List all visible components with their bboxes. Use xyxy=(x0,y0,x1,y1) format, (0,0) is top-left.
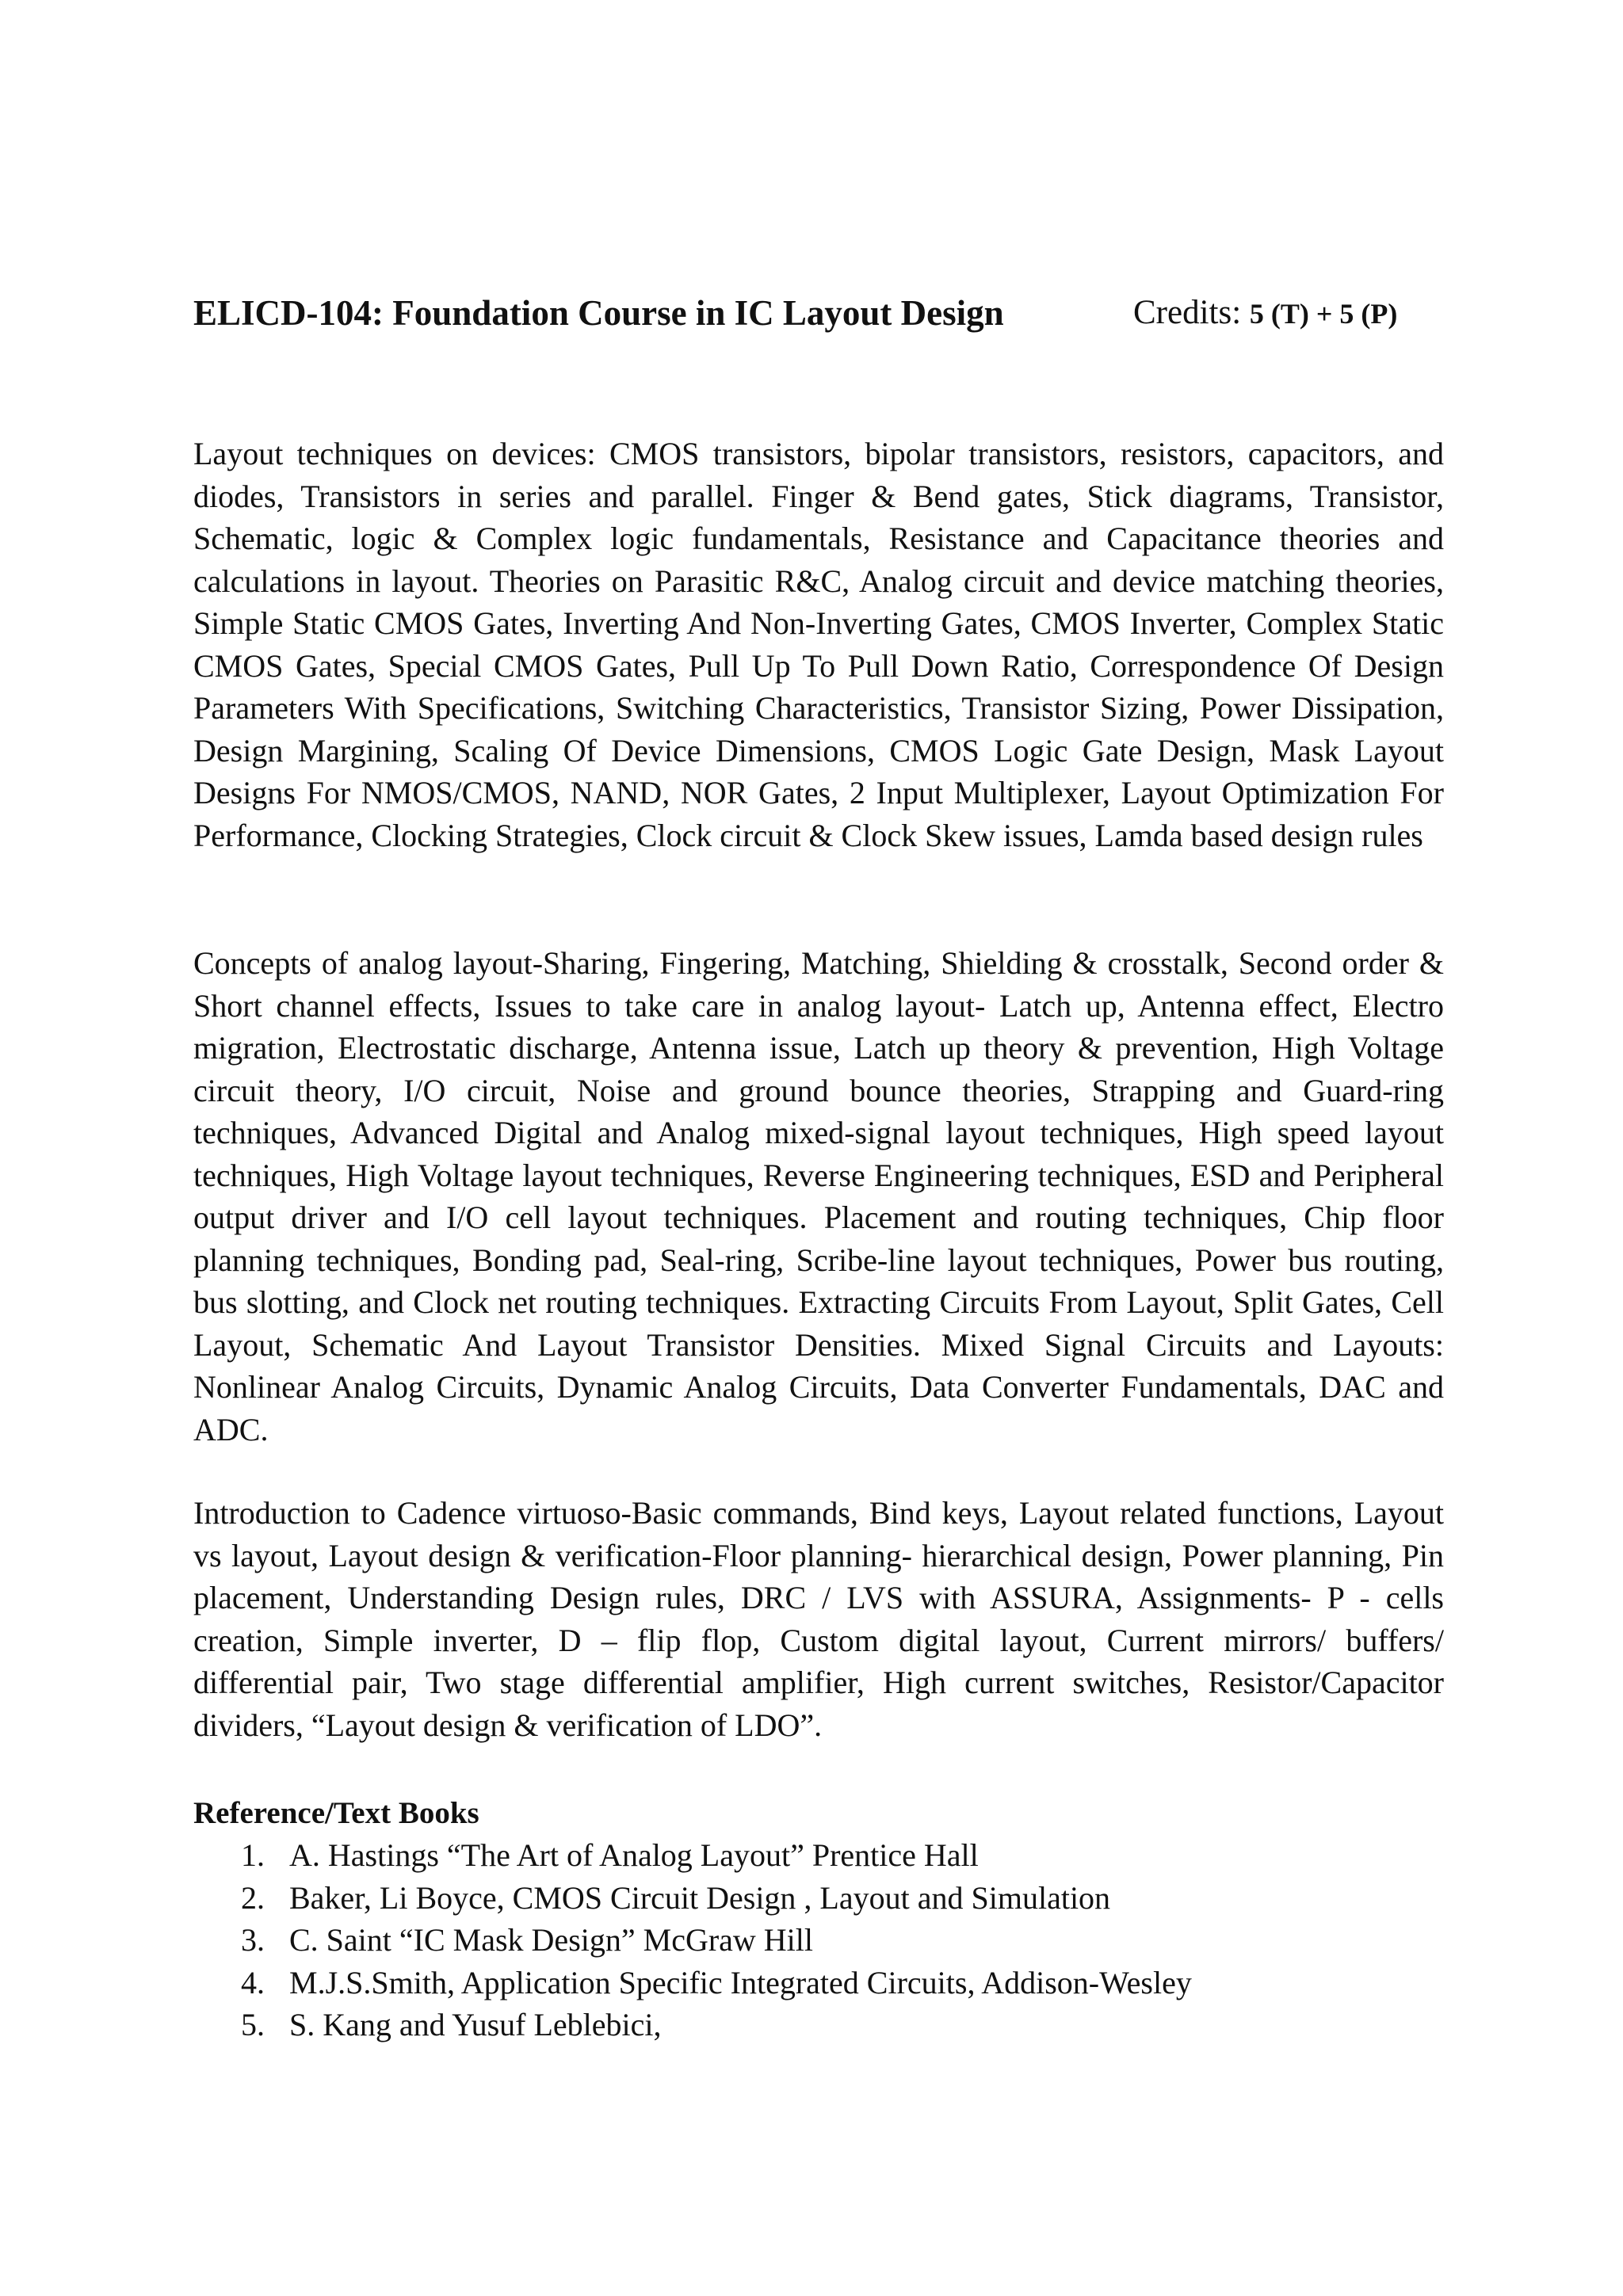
credits-label: Credits: xyxy=(1133,294,1250,331)
reference-item xyxy=(193,2004,1444,2046)
syllabus-paragraph-layout-techniques: Layout techniques on devices: CMOS transistors, bipolar transistors, resistors, capacitors, and diodes, Transistors in series and parallel. Finger & Bend gates, Stick diagrams, Transistor, Schematic, logic & Complex logic fundamentals, Resistance and Capacitance theories and calculations in layout. Theories on Parasitic R&C, Analog circuit and device matching theories, Simple Static CMOS Gates, Inverting And Non-Inverting Gates, CMOS Inverter, Complex Static CMOS Gates, Special CMOS Gates, Pull Up To Pull Down Ratio, Correspondence Of Design Parameters With Specifications, Switching Characteristics, Transistor Sizing, Power Dissipation, Design Margining, Scaling Of Device Dimensions, CMOS Logic Gate Design, Mask Layout Designs For NMOS/CMOS, NAND, NOR Gates, 2 Input Multiplexer, Layout Optimization For Performance, Clocking Strategies, Clock circuit & Clock Skew issues, Lamda based design rules xyxy=(193,436,1444,853)
reference-number: 4. xyxy=(241,1964,265,2000)
reference-text: Baker, Li Boyce, CMOS Circuit Design , Layout and Simulation xyxy=(289,1879,1111,1916)
reference-text: C. Saint “IC Mask Design” McGraw Hill xyxy=(289,1922,814,1958)
reference-number: 5. xyxy=(241,2007,265,2042)
reference-item xyxy=(193,1877,1444,1920)
reference-text: M.J.S.Smith, Application Specific Integrated Circuits, Addison-Wesley xyxy=(289,1964,1192,2000)
credits-value: 5 (T) + 5 (P) xyxy=(1249,298,1398,330)
references-list xyxy=(193,1834,1444,2046)
reference-item xyxy=(193,1962,1444,2004)
reference-item xyxy=(193,1834,1444,1877)
syllabus-paragraph-analog-layout: Concepts of analog layout-Sharing, Fingering, Matching, Shielding & crosstalk, Second order & Short channel effects, Issues to take care in analog layout- Latch up, Antenna effect, Electro migration, Electrostatic discharge, Antenna issue, Latch up theory & prevention, High Voltage circuit theory, I/O circuit, Noise and ground bounce theories, Strapping and Guard-ring techniques, Advanced Digital and Analog mixed-signal layout techniques, High speed layout techniques, High Voltage layout techniques, Reverse Engineering techniques, ESD and Peripheral output driver and I/O cell layout techniques. Placement and routing techniques, Chip floor planning techniques, Bonding pad, Seal-ring, Scribe-line layout techniques, Power bus routing, bus slotting, and Clock net routing techniques. Extracting Circuits From Layout, Split Gates, Cell Layout, Schematic And Layout Transistor Densities. Mixed Signal Circuits and Layouts: Nonlinear Analog Circuits, Dynamic Analog Circuits, Data Converter Fundamentals, DAC and ADC. xyxy=(193,945,1444,1447)
reference-number: 1. xyxy=(241,1837,265,1873)
reference-number: 3. xyxy=(241,1922,265,1958)
syllabus-paragraph-cadence: Introduction to Cadence virtuoso-Basic commands, Bind keys, Layout related functions, Layout vs layout, Layout design & verification-Floor planning- hierarchical design, Power planning, Pin placement, Understanding Design rules, DRC / LVS with ASSURA, Assignments- P - cells creation, Simple inverter, D – flip flop, Custom digital layout, Current mirrors/ buffers/ differential pair, Two stage differential amplifier, High current switches, Resistor/Capacitor dividers, “Layout design & verification of LDO”. xyxy=(193,1495,1444,1743)
course-title: ELICD-104: Foundation Course in IC Layout Design xyxy=(193,293,1004,333)
course-header xyxy=(193,285,1445,341)
reference-text: S. Kang and Yusuf Leblebici, xyxy=(289,2007,662,2042)
reference-item xyxy=(193,1919,1444,1962)
reference-text: A. Hastings “The Art of Analog Layout” Prentice Hall xyxy=(289,1837,979,1873)
references-heading: Reference/Text Books xyxy=(193,1796,479,1830)
reference-number: 2. xyxy=(241,1879,265,1916)
credits xyxy=(1133,285,1397,341)
